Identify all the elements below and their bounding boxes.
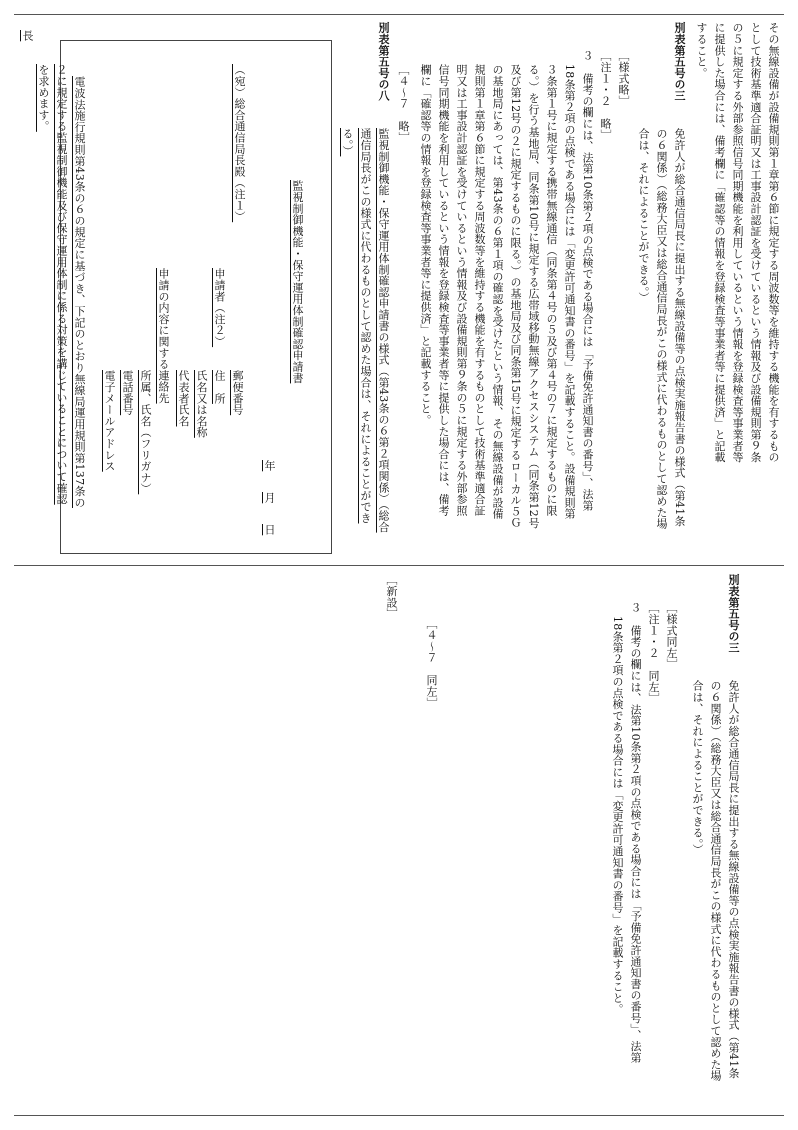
form-contact-name: 所属、氏名（フリガナ）	[139, 370, 152, 495]
note-3-line-7: 規則第１章第６節に規定する周波数等を維持する機能を有するものとして技術基準適合証	[473, 64, 486, 516]
bottom-new-label: ［新設］	[385, 574, 398, 620]
heading-5-8: 別表第五号の八	[377, 22, 390, 102]
p5-8-line-3: る。）	[341, 128, 354, 157]
p5-3-line-1: 免許人が総合通信局長に提出する無線設備等の点検実施報告書の様式（第41条	[673, 128, 686, 527]
form-date-year: 年	[263, 460, 276, 472]
bottom-p-line-2: の６関係）（総務大臣又は総合通信局長がこの様式に代わるものとして認めた場	[709, 680, 722, 1082]
note-4-7: ［４～７ 略］	[397, 64, 410, 144]
form-addressee: （宛）総合通信局長殿（注１）	[233, 64, 246, 223]
note-3-line-3: ３条第１号に規定する携帯無線通信（同条第４号の５及び第４号の７に規定するものに限	[545, 64, 558, 516]
intro-line-2: として技術基準適合証明又は工事設計認証を受けているという情報及び設備規則第９条	[749, 22, 762, 463]
form-representative: 代表者氏名	[177, 370, 190, 427]
form-contact-email: 電子メールアドレス	[103, 370, 116, 472]
note-3-line-5: 及び第12号の２に規定するものに限る。）の基地局及び同条第15号に規定するローカル５Ｇ	[509, 64, 522, 529]
bottom-p-line-1: 免許人が総合通信局長に提出する無線設備等の点検実施報告書の様式（第41条	[727, 680, 740, 1079]
form-footer-text: 長	[21, 30, 34, 42]
p5-8-line-1: 監視制御機能・保守運用体制確認申請書の様式（第43条の６第２項関係）（総合	[377, 128, 390, 533]
p5-3-line-3: 合は、それによることができる。）	[637, 128, 650, 304]
intro-line-3: の５に規定する外部参照信号同期機能を利用しているという情報を登録検査等事業者等	[731, 22, 744, 463]
note-3-line-2: 18条第２項の点検である場合には「変更許可通知書の番号」を記載すること。設備規則第	[563, 64, 576, 520]
bottom-note-4-7: ［４～７ 同左］	[425, 618, 438, 709]
top-rule	[14, 14, 784, 15]
yoshiki-label: ［様式略］	[617, 50, 630, 107]
form-body-line-2: ２に規定する監視制御機能及び保守運用体制に係る対策を講じていることについて確認	[55, 64, 68, 505]
form-address: 住 所	[213, 370, 226, 404]
form-title: 監視制御機能・保守運用体制確認申請書	[291, 180, 304, 384]
intro-line-4: に提供した場合には、備考欄に「確認等の情報を登録検査等事業者等に提供済」と記載	[713, 22, 726, 463]
form-name: 氏名又は名称	[195, 370, 208, 438]
note-3-line-10: 欄に「確認等の情報を登録検査等事業者等に提供済」と記載すること。	[419, 64, 432, 426]
form-date-day: 日	[263, 524, 276, 536]
bottom-rule	[14, 1115, 784, 1116]
form-body-line-1: 電波法施行規則第43条の６の規定に基づき、下記のとおり無線局運用規則第137条の	[73, 76, 86, 508]
form-date-month: 月	[263, 492, 276, 504]
middle-rule	[14, 565, 784, 566]
bottom-note-3-line-2: 18条第２項の点検である場合には「変更許可通知書の番号」を記載すること。	[611, 616, 624, 1015]
intro-line-5: すること。	[695, 22, 708, 79]
form-contact-label: 申請の内容に関する連絡先	[157, 268, 170, 404]
p5-3-line-2: の６関係）（総務大臣又は総合通信局長がこの様式に代わるものとして認めた場	[655, 128, 668, 530]
note-1-2: ［注１・２ 略］	[599, 50, 612, 141]
bottom-note-3-line-1: ３ 備考の欄には、法第10条第２項の点検である場合には「予備免許通知書の番号」、法第	[629, 602, 642, 1064]
bottom-yoshiki: ［様式同左］	[665, 602, 678, 670]
form-applicant: 申請者（注２）	[213, 268, 226, 348]
form-body-line-3: を求めます。	[37, 64, 50, 132]
intro-line-1: その無線設備が設備規則第１章第６節に規定する周波数等を維持する機能を有するもの	[767, 22, 780, 463]
form-contact-phone: 電話番号	[121, 370, 134, 416]
form-postal-code: 郵便番号	[231, 370, 244, 416]
heading-5-3: 別表第五号の三	[673, 22, 686, 102]
note-3-line-6: の基地局にあっては、第43条の６第１項の確認を受けたという情報、その無線設備が設備	[491, 64, 504, 520]
bottom-note-1-2: ［注１・２ 同左］	[647, 602, 660, 704]
note-3-line-4: る。）を行う基地局、同条第10号に規定する広帯域移動無線アクセスシステム（同条第12号	[527, 64, 540, 529]
note-3-line-9: 信号同期機能を利用しているという情報を登録検査等事業者等に提供した場合には、備考	[437, 64, 450, 516]
note-3-line-8: 明又は工事設計認証を受けているという情報及び設備規則第９条の５に規定する外部参照	[455, 64, 468, 516]
bottom-p-line-3: 合は、それによることができる。）	[691, 680, 704, 856]
bottom-heading-5-3: 別表第五号の三	[727, 574, 740, 654]
p5-8-line-2: 通信局長がこの様式に代わるものとして認めた場合は、それによることができ	[359, 128, 372, 524]
note-3-line-1: ３ 備考の欄には、法第10条第２項の点検である場合には「予備免許通知書の番号」、法第	[581, 50, 594, 512]
